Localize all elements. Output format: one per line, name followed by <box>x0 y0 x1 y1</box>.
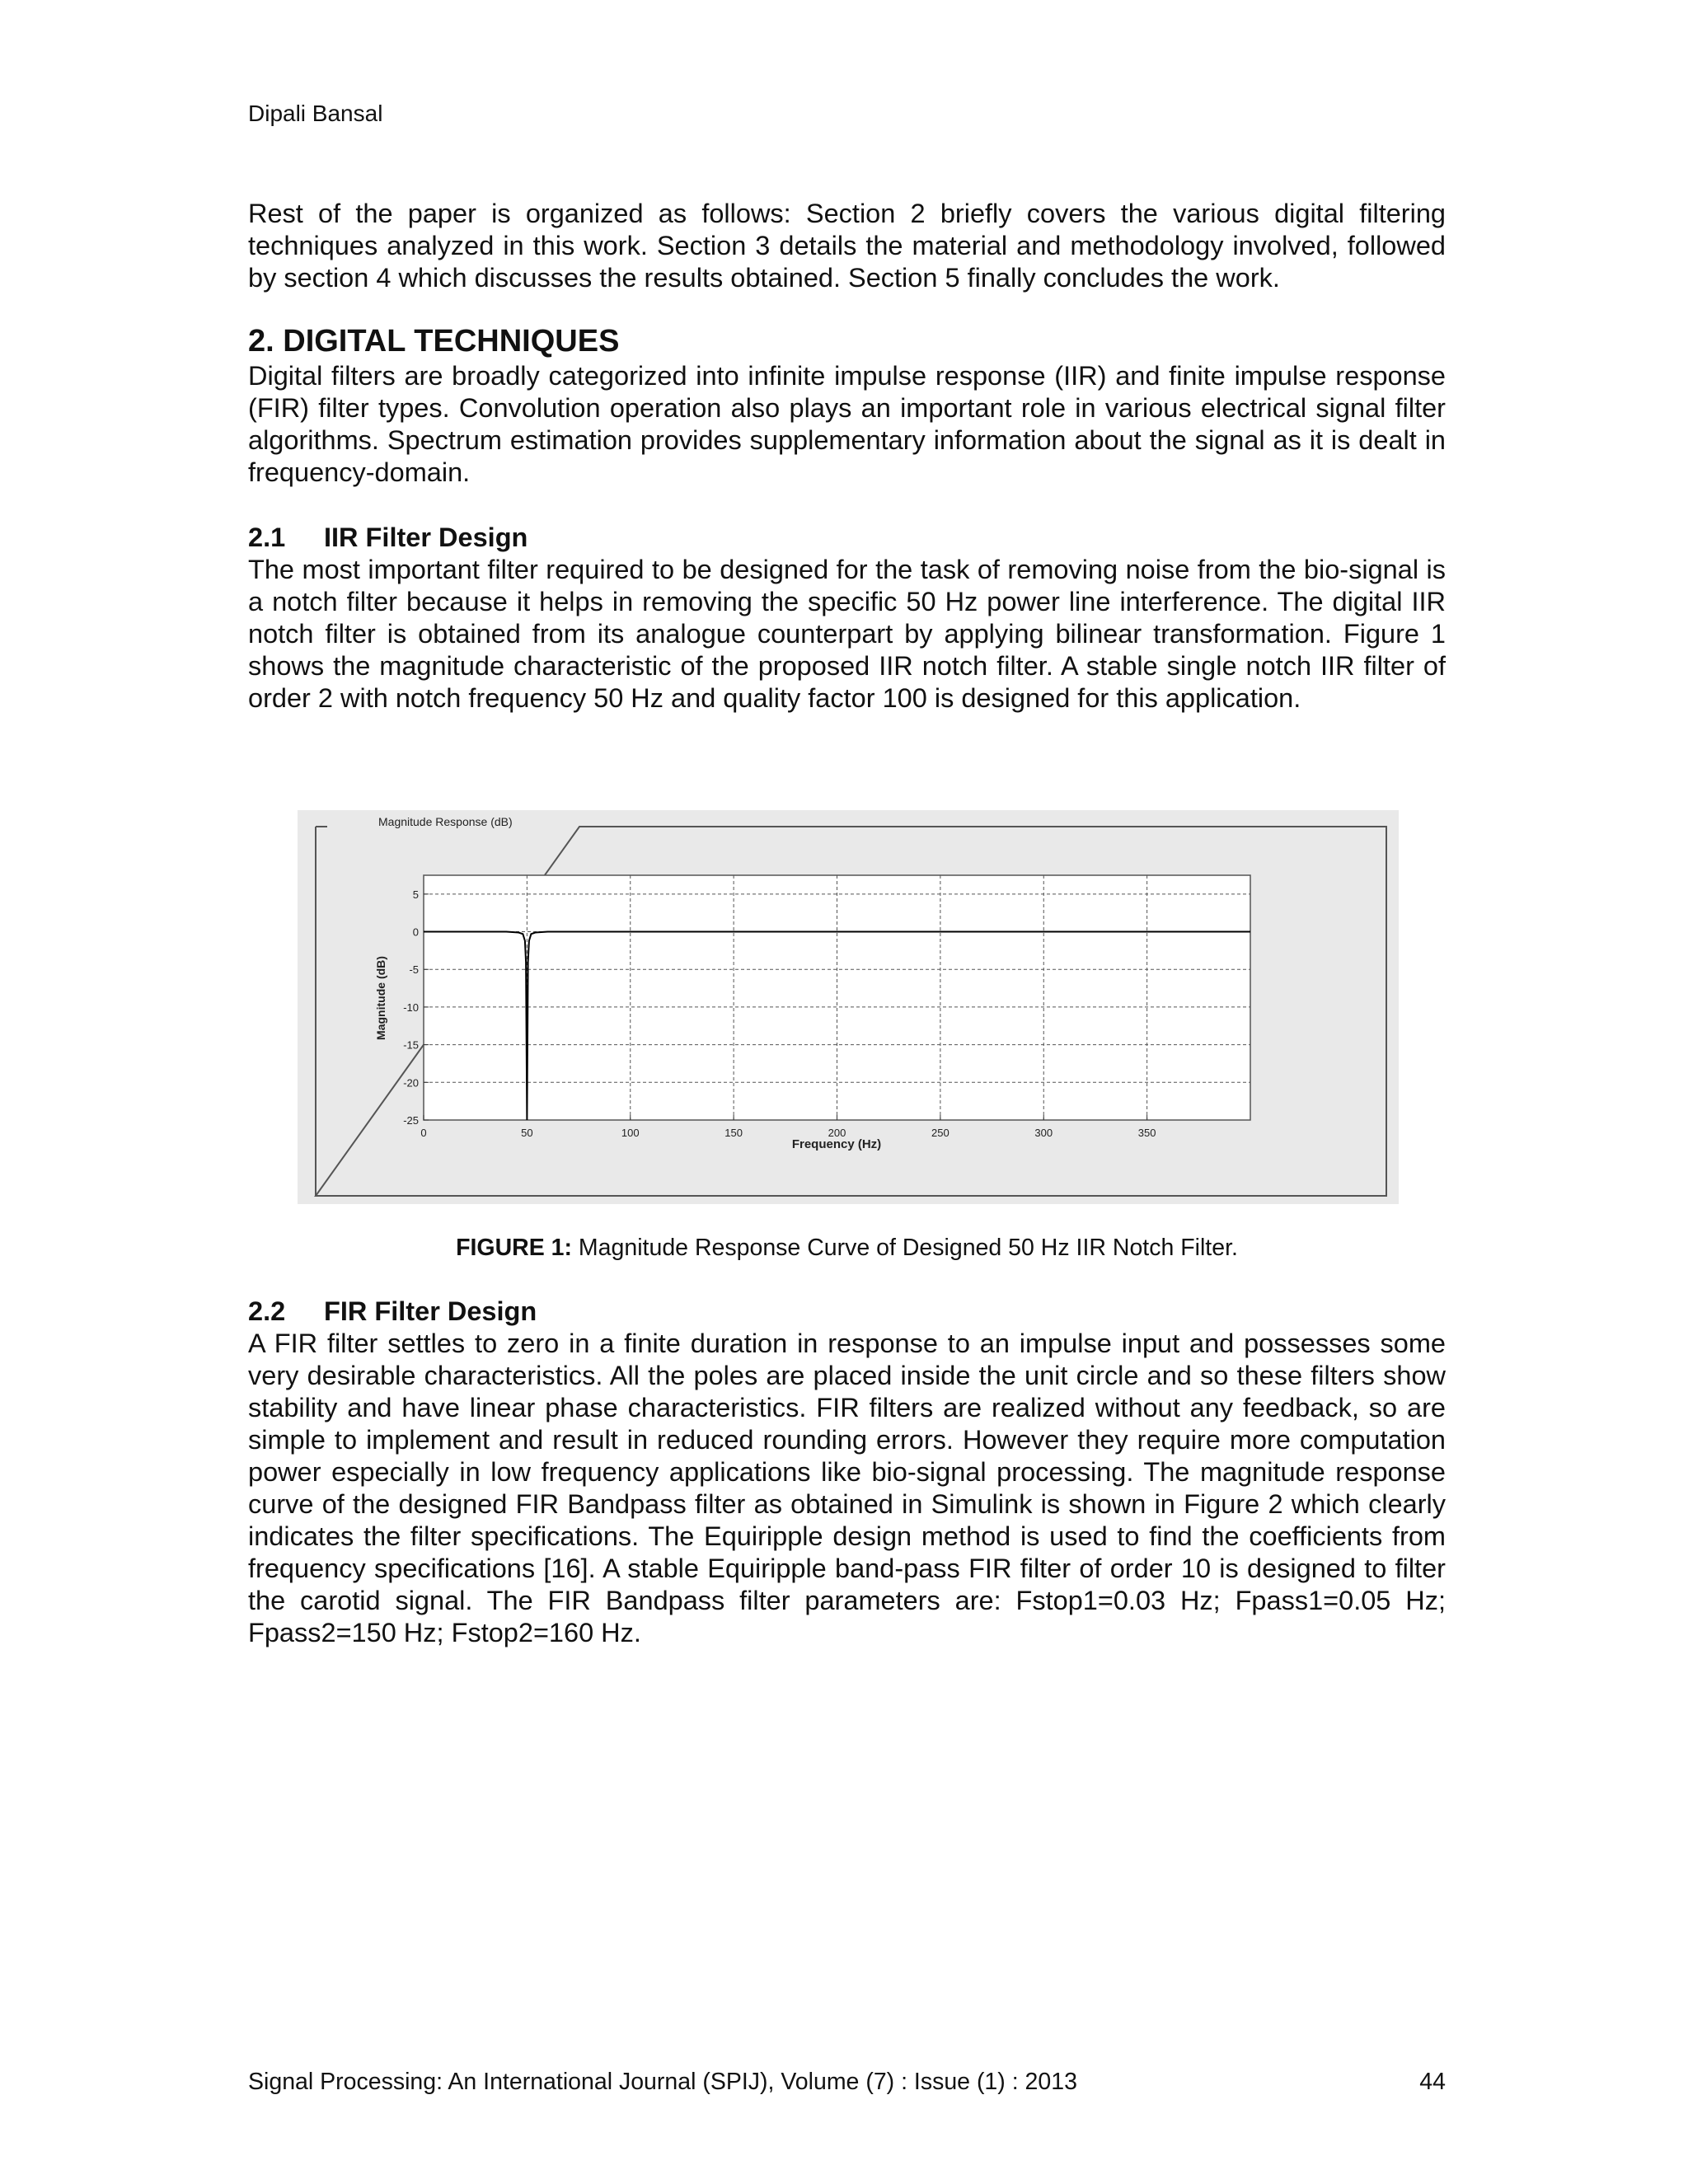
section-2-2-title: FIR Filter Design <box>324 1296 537 1326</box>
x-axis-label: Frequency (Hz) <box>791 1137 882 1151</box>
x-tick-label: 200 <box>828 1127 846 1139</box>
intro-paragraph: Rest of the paper is organized as follows: Section 2 briefly covers the various digital filtering techniques analyzed in this work. Section 3 details the material and methodology involved, followed by section 4 which discusses the results obtained. Section 5 finally concludes the work. <box>248 199 1446 293</box>
section-2-1-title: IIR Filter Design <box>324 523 528 552</box>
section-2-2-paragraph: A FIR filter settles to zero in a finite duration in response to an impulse input and possesses some very desirable characteristics. All the poles are placed inside the unit circle and so these filters show stability and have linear phase characteristics. FIR filters are realized without any feedback, so are simple to implement and result in reduced rounding errors. However they require more computation power especially in low frequency applications like bio-signal processing. The magnitude response curve of the designed FIR Bandpass filter as obtained in Simulink is shown in Figure 2 which clearly indicates the filter specifications. The Equiripple design method is used to find the coefficients from frequency specifications [16]. A stable Equiripple band-pass FIR filter of order 10 is designed to filter the carotid signal. The FIR Bandpass filter parameters are: Fstop1=0.03 Hz; Fpass1=0.05 Hz; Fpass2=150 Hz; Fstop2=160 Hz. <box>248 1329 1446 1647</box>
y-tick-label: -25 <box>403 1114 419 1127</box>
section-2-2 <box>248 1296 1446 1649</box>
section-2-heading: 2. DIGITAL TECHNIQUES <box>248 324 620 359</box>
chart-title: Magnitude Response (dB) <box>378 815 513 828</box>
x-tick-label: 300 <box>1034 1127 1053 1139</box>
footer-page-number: 44 <box>1419 2069 1446 2095</box>
section-2-1-number: 2.1 <box>248 523 286 552</box>
x-tick-label: 150 <box>724 1127 743 1139</box>
y-tick-label: -5 <box>409 963 419 977</box>
running-head: Dipali Bansal <box>248 101 383 126</box>
section-2-2-number: 2.2 <box>248 1296 286 1326</box>
y-tick-label: 0 <box>412 926 419 939</box>
section-2-1-heading <box>248 522 1446 554</box>
magnitude-response-chart <box>298 810 1399 1204</box>
x-tick-label: 50 <box>521 1127 533 1139</box>
page-footer <box>248 2067 1446 2097</box>
section-2-2-heading <box>248 1296 1446 1328</box>
caption-label: FIGURE 1: <box>456 1235 573 1261</box>
figure-1 <box>298 810 1399 1204</box>
x-tick-label: 0 <box>420 1127 427 1139</box>
footer-journal: Signal Processing: An International Journal (SPIJ), Volume (7) : Issue (1) : 2013 <box>248 2069 1077 2095</box>
section-2-paragraph: Digital filters are broadly categorized into infinite impulse response (IIR) and finite impulse response (FIR) filter types. Convolution operation also plays an important role in various electrical signal filter algorithms. Spectrum estimation provides supplementary information about the signal as it is dealt in frequency-domain. <box>248 361 1446 487</box>
x-tick-label: 100 <box>621 1127 640 1139</box>
caption-text: Magnitude Response Curve of Designed 50 Hz IIR Notch Filter. <box>572 1235 1238 1261</box>
y-tick-label: -15 <box>403 1038 419 1052</box>
y-tick-label: -10 <box>403 1001 419 1014</box>
main-column <box>248 198 1446 715</box>
y-tick-label: 5 <box>412 888 419 901</box>
x-tick-label: 250 <box>931 1127 950 1139</box>
y-tick-label: -20 <box>403 1076 419 1090</box>
section-2-1-paragraph: The most important filter required to be designed for the task of removing noise from the bio-signal is a notch filter because it helps in removing the specific 50 Hz power line interference. The digital IIR notch filter is obtained from its analogue counterpart by applying bilinear transformation. Figure 1 shows the magnitude characteristic of the proposed IIR notch filter. A stable single notch IIR filter of order 2 with notch frequency 50 Hz and quality factor 100 is designed for this application. <box>248 555 1446 713</box>
y-axis-label: Magnitude (dB) <box>374 956 387 1040</box>
figure-1-caption <box>248 1233 1446 1263</box>
x-tick-label: 350 <box>1137 1127 1156 1139</box>
